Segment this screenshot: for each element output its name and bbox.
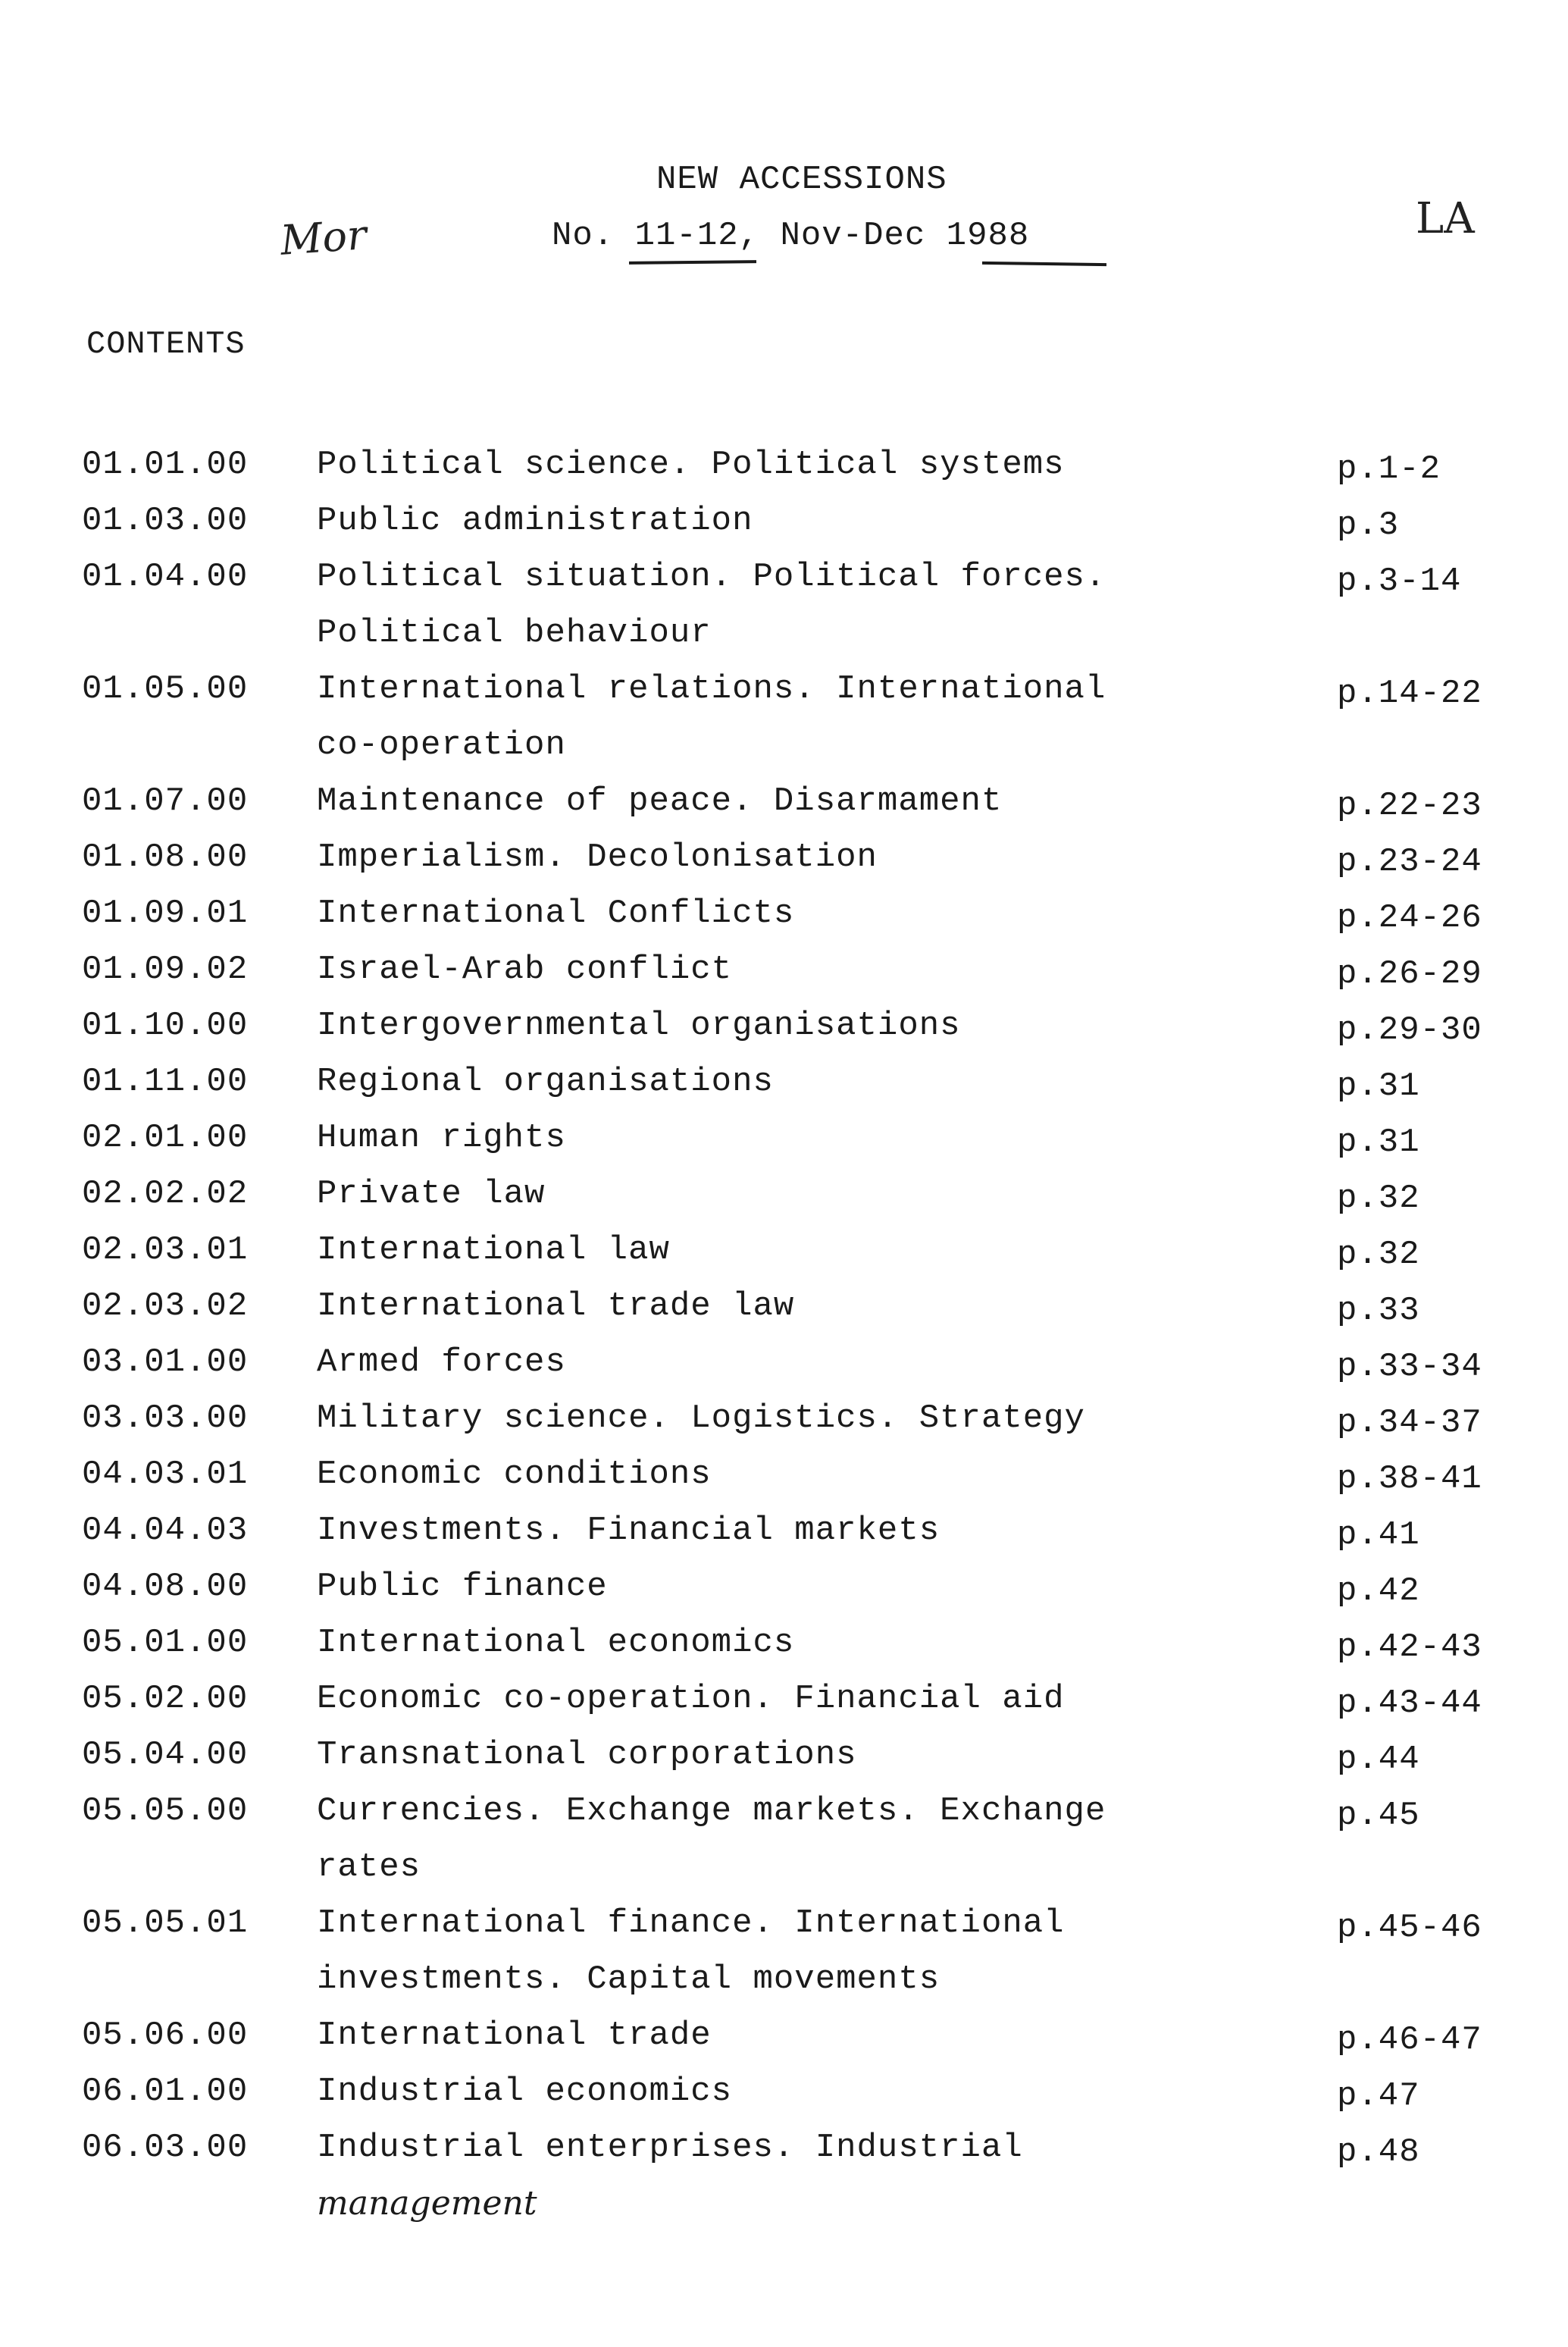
entry-code: 05.06.00: [82, 2016, 249, 2054]
entry-code: 06.01.00: [82, 2073, 249, 2110]
underline-mark: [982, 262, 1106, 266]
entry-subject: [317, 661, 1211, 773]
entry-subject: Public finance: [317, 1568, 608, 1606]
toc-entry: [0, 661, 1568, 773]
entry-subject-continuation: Political behaviour: [317, 614, 712, 652]
toc-entry: [0, 1783, 1568, 1895]
underline-mark: [629, 260, 756, 265]
entry-code: 01.05.00: [82, 670, 249, 708]
entry-subject-continuation: co-operation: [317, 726, 566, 764]
entry-code: 01.03.00: [82, 502, 249, 540]
entry-subject: Imperialism. Decolonisation: [317, 838, 878, 876]
page-title: NEW ACCESSIONS: [656, 161, 947, 199]
entry-subject: Political science. Political systems: [317, 446, 1065, 484]
entry-page: p.23-24: [1337, 843, 1482, 881]
entry-code: 01.01.00: [82, 446, 249, 484]
entry-subject-line: Currencies. Exchange markets. Exchange: [317, 1792, 1106, 1830]
contents-heading: CONTENTS: [86, 326, 246, 362]
entry-subject: Economic co-operation. Financial aid: [317, 1680, 1065, 1718]
entry-code: 01.04.00: [82, 558, 249, 596]
entry-subject-line: Industrial enterprises. Industrial: [317, 2129, 1023, 2167]
entry-subject: Investments. Financial markets: [317, 1512, 940, 1550]
toc-entry: [0, 829, 1568, 885]
entry-page: p.29-30: [1337, 1011, 1482, 1049]
entry-code: 02.03.01: [82, 1231, 249, 1269]
toc-entry: [0, 1110, 1568, 1166]
toc-entry: [0, 1334, 1568, 1390]
entry-page: p.38-41: [1337, 1460, 1482, 1498]
entry-code: 02.02.02: [82, 1175, 249, 1213]
entry-subject: [317, 2120, 1211, 2234]
entry-code: 01.09.01: [82, 895, 249, 932]
entry-code: 01.10.00: [82, 1007, 249, 1045]
entry-code: 03.01.00: [82, 1343, 249, 1381]
entry-subject: [317, 549, 1211, 661]
entry-page: p.32: [1337, 1180, 1420, 1217]
entry-subject: [317, 1783, 1211, 1895]
entry-page: p.14-22: [1337, 675, 1482, 713]
issue-line: No. 11-12, Nov-Dec 1988: [552, 217, 1030, 255]
entry-page: p.31: [1337, 1067, 1420, 1105]
entry-subject: Maintenance of peace. Disarmament: [317, 782, 1003, 820]
entry-subject: Private law: [317, 1175, 546, 1213]
entry-subject: [317, 1895, 1211, 2007]
entry-code: 04.08.00: [82, 1568, 249, 1606]
entry-page: p.48: [1337, 2133, 1420, 2171]
entry-subject: Industrial economics: [317, 2073, 733, 2110]
entry-subject: Economic conditions: [317, 1456, 712, 1493]
entry-page: p.34-37: [1337, 1404, 1482, 1442]
toc-entry: [0, 1054, 1568, 1110]
entry-code: 01.09.02: [82, 951, 249, 989]
toc-entry: [0, 1727, 1568, 1783]
toc-entry: [0, 2007, 1568, 2063]
entry-subject: Transnational corporations: [317, 1736, 857, 1774]
toc-entry: [0, 1559, 1568, 1615]
toc-entry: [0, 1278, 1568, 1334]
entry-code: 01.11.00: [82, 1063, 249, 1101]
entry-code: 04.04.03: [82, 1512, 249, 1550]
entry-subject-line: Political situation. Political forces.: [317, 558, 1106, 596]
toc-entry: [0, 998, 1568, 1054]
entry-page: p.1-2: [1337, 450, 1441, 488]
entry-code: 05.04.00: [82, 1736, 249, 1774]
toc-entry: [0, 549, 1568, 661]
entry-subject: International Conflicts: [317, 895, 795, 932]
entry-subject-line: International relations. International: [317, 670, 1106, 708]
toc-entry: [0, 1895, 1568, 2007]
entry-page: p.3: [1337, 506, 1400, 544]
toc-entry: [0, 1615, 1568, 1671]
toc-entry: [0, 1222, 1568, 1278]
entry-page: p.42: [1337, 1572, 1420, 1610]
entry-page: p.41: [1337, 1516, 1420, 1554]
entry-code: 05.01.00: [82, 1624, 249, 1662]
entry-page: p.42-43: [1337, 1628, 1482, 1666]
entry-subject: International trade law: [317, 1287, 795, 1325]
toc-entry: [0, 1390, 1568, 1446]
entry-page: p.45: [1337, 1797, 1420, 1835]
entry-page: p.22-23: [1337, 787, 1482, 825]
entry-page: p.24-26: [1337, 899, 1482, 937]
toc-entry: [0, 2063, 1568, 2120]
toc-entry: [0, 493, 1568, 549]
entry-page: p.44: [1337, 1741, 1420, 1778]
table-of-contents: [0, 437, 1568, 2232]
entry-code: 01.07.00: [82, 782, 249, 820]
entry-code: 04.03.01: [82, 1456, 249, 1493]
entry-subject: International law: [317, 1231, 670, 1269]
entry-subject: Public administration: [317, 502, 753, 540]
toc-entry: [0, 437, 1568, 493]
entry-page: p.45-46: [1337, 1909, 1482, 1947]
entry-page: p.31: [1337, 1123, 1420, 1161]
toc-entry: [0, 885, 1568, 942]
entry-page: p.32: [1337, 1236, 1420, 1274]
toc-entry: [0, 1446, 1568, 1503]
entry-subject-continuation: investments. Capital movements: [317, 1960, 940, 1998]
entry-subject: Human rights: [317, 1119, 566, 1157]
entry-subject: Intergovernmental organisations: [317, 1007, 961, 1045]
entry-subject: Military science. Logistics. Strategy: [317, 1399, 1085, 1437]
handwritten-annotation-right: LA: [1416, 194, 1475, 243]
toc-entry: [0, 773, 1568, 829]
entry-page: p.46-47: [1337, 2021, 1482, 2059]
entry-page: p.26-29: [1337, 955, 1482, 993]
entry-page: p.47: [1337, 2077, 1420, 2115]
entry-page: p.3-14: [1337, 562, 1462, 600]
entry-subject-continuation: rates: [317, 1848, 421, 1886]
entry-subject: Israel-Arab conflict: [317, 951, 733, 989]
entry-subject: Armed forces: [317, 1343, 566, 1381]
toc-entry: [0, 1671, 1568, 1727]
handwritten-annotation-left: Mor: [278, 211, 368, 265]
entry-code: 02.03.02: [82, 1287, 249, 1325]
entry-subject: Regional organisations: [317, 1063, 774, 1101]
entry-subject-line: International finance. International: [317, 1904, 1065, 1942]
entry-code: 06.03.00: [82, 2129, 249, 2167]
toc-entry: [0, 1166, 1568, 1222]
toc-entry: [0, 942, 1568, 998]
entry-subject: International trade: [317, 2016, 712, 2054]
entry-subject-continuation: management: [317, 2184, 537, 2223]
toc-entry: [0, 2120, 1568, 2232]
entry-subject: International economics: [317, 1624, 795, 1662]
entry-code: 05.05.01: [82, 1904, 249, 1942]
entry-code: 05.02.00: [82, 1680, 249, 1718]
entry-page: p.43-44: [1337, 1684, 1482, 1722]
entry-page: p.33: [1337, 1292, 1420, 1330]
entry-code: 03.03.00: [82, 1399, 249, 1437]
entry-code: 02.01.00: [82, 1119, 249, 1157]
toc-entry: [0, 1503, 1568, 1559]
entry-code: 01.08.00: [82, 838, 249, 876]
entry-page: p.33-34: [1337, 1348, 1482, 1386]
entry-code: 05.05.00: [82, 1792, 249, 1830]
